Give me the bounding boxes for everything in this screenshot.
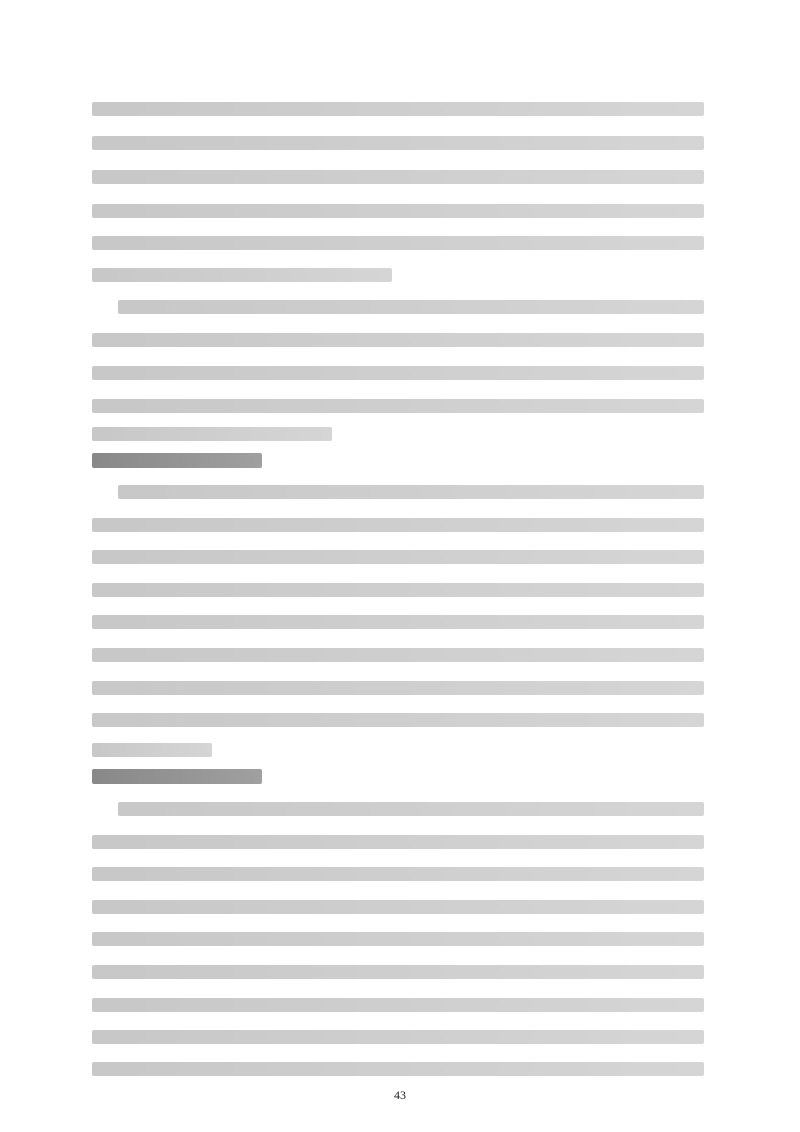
text-line xyxy=(92,550,704,564)
section-heading xyxy=(92,769,262,784)
text-line xyxy=(118,300,704,314)
text-line xyxy=(92,681,704,695)
text-line xyxy=(92,268,392,282)
section-heading xyxy=(92,453,262,468)
text-line xyxy=(92,743,212,757)
page-number: 43 xyxy=(394,1088,406,1102)
text-line xyxy=(92,932,704,946)
text-line xyxy=(118,485,704,499)
text-line xyxy=(92,518,704,532)
text-line xyxy=(92,713,704,727)
text-line xyxy=(92,427,332,441)
text-line xyxy=(92,366,704,380)
text-line xyxy=(92,583,704,597)
text-line xyxy=(92,998,704,1012)
text-line xyxy=(92,1030,704,1044)
text-line xyxy=(92,333,704,347)
text-line xyxy=(92,615,704,629)
text-line xyxy=(92,204,704,218)
text-line xyxy=(92,136,704,150)
text-line xyxy=(92,399,704,413)
text-line xyxy=(92,236,704,250)
text-line xyxy=(92,1062,704,1076)
text-line xyxy=(92,170,704,184)
text-line xyxy=(92,867,704,881)
text-line xyxy=(92,102,704,116)
text-line xyxy=(92,648,704,662)
text-line xyxy=(118,802,704,816)
text-line xyxy=(92,835,704,849)
text-line xyxy=(92,965,704,979)
text-line xyxy=(92,900,704,914)
